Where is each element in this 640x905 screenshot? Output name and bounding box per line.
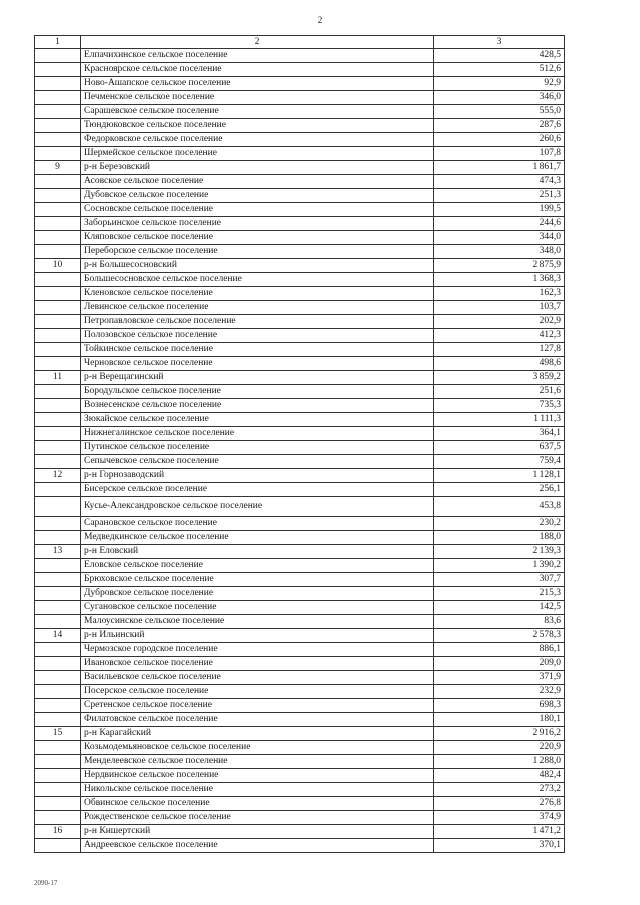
row-number-cell — [35, 147, 81, 161]
row-number-cell — [35, 119, 81, 133]
settlement-name-cell: Дубовское сельское поселение — [81, 189, 434, 203]
settlement-name-cell: р-н Горнозаводский — [81, 469, 434, 483]
settlement-name-cell: Обвинское сельское поселение — [81, 797, 434, 811]
table-row — [35, 755, 565, 769]
settlement-name-cell: Бородульское сельское поселение — [81, 385, 434, 399]
header-col-1: 1 — [35, 36, 81, 49]
row-number-cell — [35, 643, 81, 657]
settlement-name-cell: Заборьинское сельское поселение — [81, 217, 434, 231]
row-number-cell — [35, 49, 81, 63]
settlement-name-cell: Сарашевское сельское поселение — [81, 105, 434, 119]
settlement-name-cell: Зюкайское сельское поселение — [81, 413, 434, 427]
settlement-name-cell: р-н Березовский — [81, 161, 434, 175]
settlement-name-cell: Васильевское сельское поселение — [81, 671, 434, 685]
settlement-name-cell: Путинское сельское поселение — [81, 441, 434, 455]
amount-cell: 1 128,1 — [434, 469, 565, 483]
table-row — [35, 399, 565, 413]
row-number-cell: 16 — [35, 825, 81, 839]
settlement-name-cell: Тюндюковское сельское поселение — [81, 119, 434, 133]
amount-cell: 498,6 — [434, 357, 565, 371]
settlement-name-cell: Менделеевское сельское поселение — [81, 755, 434, 769]
settlement-name-cell: Сосновское сельское поселение — [81, 203, 434, 217]
settlement-name-cell: Тойкинское сельское поселение — [81, 343, 434, 357]
table-row — [35, 371, 565, 385]
table-row — [35, 119, 565, 133]
amount-cell: 3 859,2 — [434, 371, 565, 385]
settlement-name-cell: Черновское сельское поселение — [81, 357, 434, 371]
settlement-name-cell: Дубровское сельское поселение — [81, 587, 434, 601]
row-number-cell: 15 — [35, 727, 81, 741]
amount-cell: 251,3 — [434, 189, 565, 203]
amount-cell: 698,3 — [434, 699, 565, 713]
settlement-name-cell: Нердвинское сельское поселение — [81, 769, 434, 783]
table-row — [35, 189, 565, 203]
row-number-cell — [35, 427, 81, 441]
amount-cell: 142,5 — [434, 601, 565, 615]
budget-table — [34, 35, 565, 853]
table-row — [35, 357, 565, 371]
table-row — [35, 615, 565, 629]
amount-cell: 735,3 — [434, 399, 565, 413]
amount-cell: 2 875,9 — [434, 259, 565, 273]
table-row — [35, 175, 565, 189]
table-row — [35, 699, 565, 713]
table-row — [35, 77, 565, 91]
amount-cell: 127,8 — [434, 343, 565, 357]
amount-cell: 348,0 — [434, 245, 565, 259]
table-row — [35, 455, 565, 469]
amount-cell: 251,6 — [434, 385, 565, 399]
amount-cell: 92,9 — [434, 77, 565, 91]
amount-cell: 637,5 — [434, 441, 565, 455]
row-number-cell — [35, 231, 81, 245]
row-number-cell: 10 — [35, 259, 81, 273]
table-row — [35, 573, 565, 587]
table-row — [35, 671, 565, 685]
settlement-name-cell: Брюховское сельское поселение — [81, 573, 434, 587]
row-number-cell — [35, 189, 81, 203]
settlement-name-cell: Рождественское сельское поселение — [81, 811, 434, 825]
table-row — [35, 559, 565, 573]
table-row — [35, 231, 565, 245]
table-row — [35, 259, 565, 273]
row-number-cell — [35, 783, 81, 797]
amount-cell: 1 471,2 — [434, 825, 565, 839]
table-row — [35, 517, 565, 531]
row-number-cell — [35, 133, 81, 147]
settlement-name-cell: Никольское сельское поселение — [81, 783, 434, 797]
amount-cell: 1 368,3 — [434, 273, 565, 287]
table-row — [35, 413, 565, 427]
table-row — [35, 601, 565, 615]
row-number-cell — [35, 811, 81, 825]
row-number-cell — [35, 175, 81, 189]
row-number-cell — [35, 77, 81, 91]
settlement-name-cell: Краснояpское сельское поселение — [81, 63, 434, 77]
amount-cell: 256,1 — [434, 483, 565, 497]
table-row — [35, 441, 565, 455]
table-row — [35, 133, 565, 147]
amount-cell: 202,9 — [434, 315, 565, 329]
amount-cell: 453,8 — [434, 497, 565, 517]
table-header-row — [35, 36, 565, 49]
row-number-cell: 11 — [35, 371, 81, 385]
settlement-name-cell: Кусье-Александровское сельское поселение — [81, 497, 434, 517]
row-number-cell — [35, 657, 81, 671]
settlement-name-cell: Петропавловское сельское поселение — [81, 315, 434, 329]
amount-cell: 1 111,3 — [434, 413, 565, 427]
settlement-name-cell: Левинское сельское поселение — [81, 301, 434, 315]
settlement-name-cell: Медведкинское сельское поселение — [81, 531, 434, 545]
amount-cell: 759,4 — [434, 455, 565, 469]
row-number-cell — [35, 105, 81, 119]
table-row — [35, 63, 565, 77]
table-row — [35, 839, 565, 853]
table-row — [35, 203, 565, 217]
row-number-cell — [35, 741, 81, 755]
settlement-name-cell: Сепычевское сельское поселение — [81, 455, 434, 469]
row-number-cell — [35, 329, 81, 343]
settlement-name-cell: р-н Карагайский — [81, 727, 434, 741]
row-number-cell — [35, 399, 81, 413]
settlement-name-cell: р-н Большесосновский — [81, 259, 434, 273]
table-row — [35, 343, 565, 357]
amount-cell: 886,1 — [434, 643, 565, 657]
amount-cell: 244,6 — [434, 217, 565, 231]
table-row — [35, 273, 565, 287]
table-row — [35, 685, 565, 699]
table-row — [35, 105, 565, 119]
table-row — [35, 769, 565, 783]
table-row — [35, 287, 565, 301]
row-number-cell — [35, 699, 81, 713]
table-row — [35, 385, 565, 399]
page-number: 2 — [317, 15, 323, 25]
amount-cell: 482,4 — [434, 769, 565, 783]
settlement-name-cell: Федорковское сельское поселение — [81, 133, 434, 147]
amount-cell: 412,3 — [434, 329, 565, 343]
row-number-cell — [35, 587, 81, 601]
row-number-cell: 9 — [35, 161, 81, 175]
settlement-name-cell: Нижнегалинское сельское поселение — [81, 427, 434, 441]
row-number-cell — [35, 769, 81, 783]
amount-cell: 215,3 — [434, 587, 565, 601]
amount-cell: 180,1 — [434, 713, 565, 727]
settlement-name-cell: Бисерское сельское поселение — [81, 483, 434, 497]
amount-cell: 2 578,3 — [434, 629, 565, 643]
row-number-cell — [35, 273, 81, 287]
table-row — [35, 741, 565, 755]
table-row — [35, 629, 565, 643]
row-number-cell — [35, 671, 81, 685]
table-row — [35, 301, 565, 315]
row-number-cell: 14 — [35, 629, 81, 643]
table-row — [35, 587, 565, 601]
amount-cell: 374,9 — [434, 811, 565, 825]
row-number-cell: 12 — [35, 469, 81, 483]
amount-cell: 364,1 — [434, 427, 565, 441]
row-number-cell — [35, 315, 81, 329]
settlement-name-cell: Чермозское городское поселение — [81, 643, 434, 657]
amount-cell: 276,8 — [434, 797, 565, 811]
amount-cell: 162,3 — [434, 287, 565, 301]
settlement-name-cell: Малоусинское сельское поселение — [81, 615, 434, 629]
settlement-name-cell: р-н Верещагинский — [81, 371, 434, 385]
settlement-name-cell: р-н Ильинский — [81, 629, 434, 643]
amount-cell: 107,8 — [434, 147, 565, 161]
table-row — [35, 217, 565, 231]
table-row — [35, 531, 565, 545]
settlement-name-cell: Вознесенское сельское поселение — [81, 399, 434, 413]
row-number-cell — [35, 531, 81, 545]
row-number-cell — [35, 413, 81, 427]
row-number-cell — [35, 573, 81, 587]
amount-cell: 344,0 — [434, 231, 565, 245]
amount-cell: 1 861,7 — [434, 161, 565, 175]
amount-cell: 1 288,0 — [434, 755, 565, 769]
amount-cell: 188,0 — [434, 531, 565, 545]
settlement-name-cell: Ивановское сельское поселение — [81, 657, 434, 671]
amount-cell: 474,3 — [434, 175, 565, 189]
settlement-name-cell: Печменское сельское поселение — [81, 91, 434, 105]
settlement-name-cell: Асовское сельское поселение — [81, 175, 434, 189]
amount-cell: 555,0 — [434, 105, 565, 119]
table-row — [35, 643, 565, 657]
row-number-cell — [35, 755, 81, 769]
settlement-name-cell: Кленовское сельское поселение — [81, 287, 434, 301]
amount-cell: 371,9 — [434, 671, 565, 685]
table-row — [35, 315, 565, 329]
table-row — [35, 427, 565, 441]
settlement-name-cell: Сретенское сельское поселение — [81, 699, 434, 713]
settlement-name-cell: Сугановское сельское поселение — [81, 601, 434, 615]
table-row — [35, 727, 565, 741]
table-row — [35, 469, 565, 483]
table-row — [35, 49, 565, 63]
settlement-name-cell: Филатовское сельское поселение — [81, 713, 434, 727]
table-row — [35, 161, 565, 175]
header-col-3: 3 — [434, 36, 565, 49]
footer-document-code: 2090-17 — [34, 879, 58, 887]
settlement-name-cell: Кляповское сельское поселение — [81, 231, 434, 245]
row-number-cell — [35, 357, 81, 371]
row-number-cell — [35, 217, 81, 231]
row-number-cell — [35, 483, 81, 497]
table-row — [35, 825, 565, 839]
row-number-cell — [35, 797, 81, 811]
amount-cell: 307,7 — [434, 573, 565, 587]
table-row — [35, 657, 565, 671]
settlement-name-cell: Сарановское сельское поселение — [81, 517, 434, 531]
settlement-name-cell: Большесосновское сельское поселение — [81, 273, 434, 287]
row-number-cell — [35, 713, 81, 727]
settlement-name-cell: Ново-Ашапское сельское поселение — [81, 77, 434, 91]
settlement-name-cell: р-н Еловский — [81, 545, 434, 559]
amount-cell: 83,6 — [434, 615, 565, 629]
row-number-cell — [35, 601, 81, 615]
row-number-cell — [35, 91, 81, 105]
row-number-cell: 13 — [35, 545, 81, 559]
table-row — [35, 797, 565, 811]
row-number-cell — [35, 203, 81, 217]
amount-cell: 512,6 — [434, 63, 565, 77]
table-row — [35, 713, 565, 727]
amount-cell: 2 139,3 — [434, 545, 565, 559]
table-row — [35, 245, 565, 259]
row-number-cell — [35, 685, 81, 699]
amount-cell: 260,6 — [434, 133, 565, 147]
header-col-2: 2 — [81, 36, 434, 49]
settlement-name-cell: Посерское сельское поселение — [81, 685, 434, 699]
amount-cell: 220,9 — [434, 741, 565, 755]
amount-cell: 1 390,2 — [434, 559, 565, 573]
settlement-name-cell: Козьмодемьяновское сельское поселение — [81, 741, 434, 755]
table-row — [35, 545, 565, 559]
settlement-name-cell: Переборское сельское поселение — [81, 245, 434, 259]
settlement-name-cell: Полозовское сельское поселение — [81, 329, 434, 343]
table-body — [35, 36, 565, 853]
row-number-cell — [35, 455, 81, 469]
row-number-cell — [35, 615, 81, 629]
row-number-cell — [35, 63, 81, 77]
settlement-name-cell: Еловское сельское поселение — [81, 559, 434, 573]
table-row — [35, 147, 565, 161]
amount-cell: 2 916,2 — [434, 727, 565, 741]
settlement-name-cell: Шермейское сельское поселение — [81, 147, 434, 161]
amount-cell: 232,9 — [434, 685, 565, 699]
row-number-cell — [35, 287, 81, 301]
row-number-cell — [35, 385, 81, 399]
row-number-cell — [35, 559, 81, 573]
amount-cell: 428,5 — [434, 49, 565, 63]
table-row — [35, 91, 565, 105]
row-number-cell — [35, 343, 81, 357]
row-number-cell — [35, 839, 81, 853]
row-number-cell — [35, 245, 81, 259]
amount-cell: 103,7 — [434, 301, 565, 315]
amount-cell: 230,2 — [434, 517, 565, 531]
row-number-cell — [35, 517, 81, 531]
table-row — [35, 483, 565, 497]
table-row — [35, 497, 565, 517]
amount-cell: 199,5 — [434, 203, 565, 217]
table-row — [35, 811, 565, 825]
row-number-cell — [35, 301, 81, 315]
settlement-name-cell: Елпачихинское сельское поселение — [81, 49, 434, 63]
amount-cell: 346,0 — [434, 91, 565, 105]
row-number-cell — [35, 497, 81, 517]
amount-cell: 273,2 — [434, 783, 565, 797]
settlement-name-cell: Андреевское сельское поселение — [81, 839, 434, 853]
table-row — [35, 329, 565, 343]
amount-cell: 370,1 — [434, 839, 565, 853]
settlement-name-cell: р-н Кишертский — [81, 825, 434, 839]
amount-cell: 287,6 — [434, 119, 565, 133]
row-number-cell — [35, 441, 81, 455]
table-row — [35, 783, 565, 797]
amount-cell: 209,0 — [434, 657, 565, 671]
